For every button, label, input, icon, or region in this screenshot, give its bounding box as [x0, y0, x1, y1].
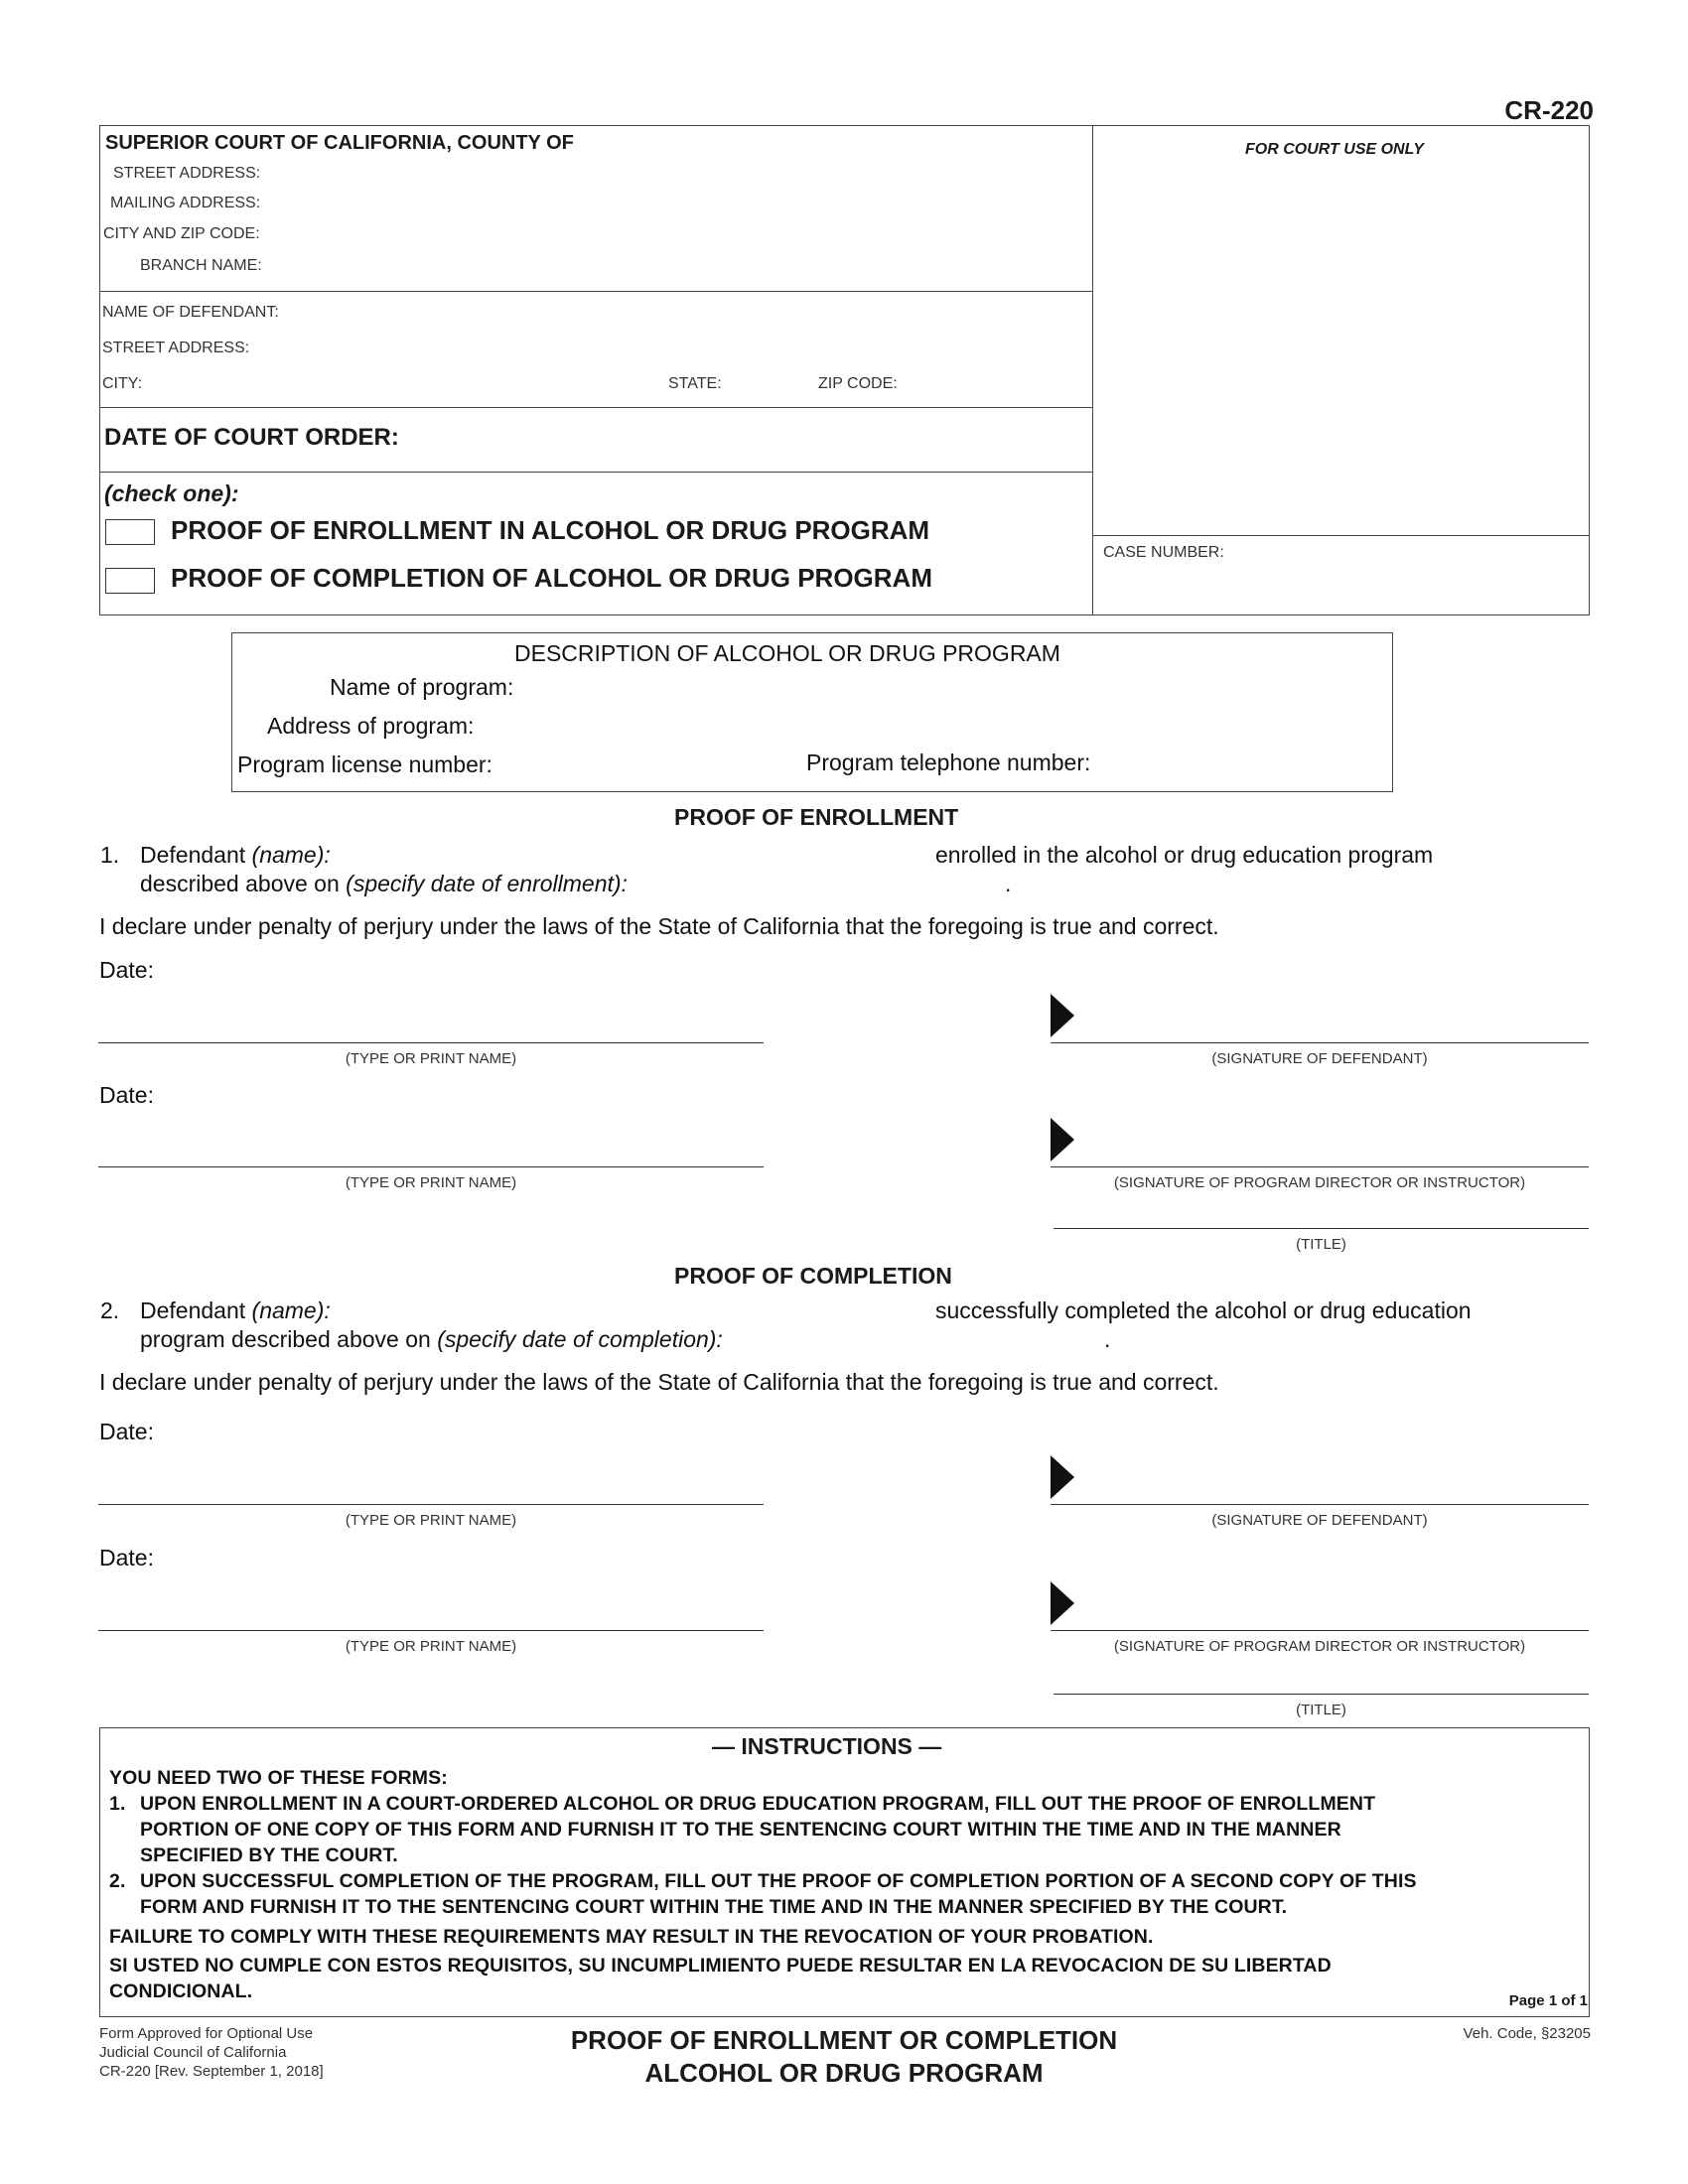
enrollment-title-caption: (TITLE) — [1296, 1236, 1346, 1253]
enrollment-print-name-line-1[interactable] — [98, 1042, 764, 1043]
mailing-address-label: MAILING ADDRESS: — [110, 195, 261, 211]
case-number-divider — [1092, 535, 1590, 536]
completion-date-label-1: Date: — [99, 1419, 154, 1444]
enrollment-date-hint: (specify date of enrollment): — [346, 871, 628, 896]
completion-name-hint: (name): — [251, 1297, 331, 1323]
enrollment-date-label-2: Date: — [99, 1082, 154, 1108]
footer-vehicle-code: Veh. Code, §23205 — [1463, 2025, 1591, 2042]
enrollment-print-name-caption-1: (TYPE OR PRINT NAME) — [345, 1050, 517, 1067]
enrollment-title-line[interactable] — [1054, 1228, 1589, 1229]
branch-name-label: BRANCH NAME: — [140, 257, 262, 274]
court-use-label: FOR COURT USE ONLY — [1245, 141, 1424, 158]
enrollment-director-signature-caption: (SIGNATURE OF PROGRAM DIRECTOR OR INSTRUCTOR) — [1113, 1174, 1526, 1191]
court-title: SUPERIOR COURT OF CALIFORNIA, COUNTY OF — [105, 132, 574, 154]
instructions-need-two: YOU NEED TWO OF THESE FORMS: — [109, 1767, 448, 1789]
completion-defendant-line — [140, 1297, 331, 1324]
case-number-label: CASE NUMBER: — [1103, 544, 1224, 561]
enrollment-defendant-line — [140, 842, 331, 869]
instruction-item-1-number: 1. — [109, 1793, 126, 1815]
completion-date-hint: (specify date of completion): — [437, 1326, 723, 1352]
completion-defendant-signature-line[interactable] — [1051, 1504, 1589, 1505]
enrollment-defendant-signature-caption: (SIGNATURE OF DEFENDANT) — [1211, 1050, 1428, 1067]
enrollment-option-label: PROOF OF ENROLLMENT IN ALCOHOL OR DRUG PROGRAM — [171, 515, 930, 545]
court-section-divider — [99, 291, 1093, 292]
completion-defendant-signature-caption: (SIGNATURE OF DEFENDANT) — [1211, 1512, 1428, 1529]
enrollment-date-label-1: Date: — [99, 957, 154, 983]
completion-heading: PROOF OF COMPLETION — [674, 1263, 952, 1289]
defendant-zip-label: ZIP CODE: — [818, 375, 898, 392]
defendant-state-label: STATE: — [668, 375, 722, 392]
enrollment-declaration: I declare under penalty of perjury under the laws of the State of California that the foregoing is true and correct. — [99, 913, 1219, 939]
program-description-title: DESCRIPTION OF ALCOHOL OR DRUG PROGRAM — [514, 640, 1060, 666]
footer-judicial-council: Judicial Council of California — [99, 2044, 287, 2061]
program-phone-label: Program telephone number: — [806, 750, 1091, 775]
form-number: CR-220 — [1504, 95, 1594, 125]
program-license-label: Program license number: — [237, 751, 492, 777]
enrollment-date-line — [140, 871, 628, 897]
completion-print-name-caption-2: (TYPE OR PRINT NAME) — [345, 1638, 517, 1655]
completion-director-signature-line[interactable] — [1051, 1630, 1589, 1631]
completion-period: . — [1104, 1326, 1111, 1352]
defendant-section-divider — [99, 407, 1093, 408]
caption-divider — [1092, 125, 1093, 615]
enrollment-name-hint: (name): — [251, 842, 331, 868]
court-use-area[interactable] — [1096, 167, 1587, 530]
instruction-item-1-line-2: PORTION OF ONE COPY OF THIS FORM AND FURNISH IT TO THE SENTENCING COURT WITHIN THE TIME AND IN THE MANNER — [140, 1819, 1341, 1841]
completion-date-line — [140, 1326, 723, 1353]
completion-print-name-line-1[interactable] — [98, 1504, 764, 1505]
footer-form-approved: Form Approved for Optional Use — [99, 2025, 314, 2042]
instruction-item-1-line-1: UPON ENROLLMENT IN A COURT-ORDERED ALCOHOL OR DRUG EDUCATION PROGRAM, FILL OUT THE PROOF OF ENROLLMENT — [140, 1793, 1376, 1815]
completion-line2-prefix: program described above on — [140, 1326, 431, 1352]
completion-option-label: PROOF OF COMPLETION OF ALCOHOL OR DRUG PROGRAM — [171, 563, 932, 593]
footer-title-line-1: PROOF OF ENROLLMENT OR COMPLETION — [570, 2025, 1118, 2055]
instructions-spanish-line-2: CONDICIONAL. — [109, 1980, 253, 2002]
enrollment-print-name-line-2[interactable] — [98, 1166, 764, 1167]
enrollment-defendant-label: Defendant — [140, 842, 246, 868]
date-section-divider — [99, 472, 1093, 473]
completion-print-name-line-2[interactable] — [98, 1630, 764, 1631]
defendant-street-label: STREET ADDRESS: — [102, 340, 250, 356]
city-zip-label: CITY AND ZIP CODE: — [103, 225, 260, 242]
check-one-label: (check one): — [104, 480, 239, 506]
instruction-item-2-line-1: UPON SUCCESSFUL COMPLETION OF THE PROGRAM, FILL OUT THE PROOF OF COMPLETION PORTION OF A SECOND COPY OF THIS — [140, 1870, 1417, 1892]
defendant-name-label: NAME OF DEFENDANT: — [102, 304, 279, 321]
enrollment-defendant-signature-line[interactable] — [1051, 1042, 1589, 1043]
enrollment-checkbox[interactable] — [105, 519, 155, 545]
completion-checkbox[interactable] — [105, 568, 155, 594]
footer-form-revision: CR-220 [Rev. September 1, 2018] — [99, 2063, 324, 2080]
program-name-label: Name of program: — [330, 674, 514, 700]
signature-arrow-icon — [1051, 994, 1074, 1037]
enrollment-statement-right: enrolled in the alcohol or drug education program — [935, 842, 1434, 868]
instruction-item-2-number: 2. — [109, 1870, 126, 1892]
footer-title-line-2: ALCOHOL OR DRUG PROGRAM — [644, 2058, 1044, 2088]
date-of-court-order-label: DATE OF COURT ORDER: — [104, 424, 399, 451]
completion-defendant-label: Defendant — [140, 1297, 246, 1323]
instructions-heading: — INSTRUCTIONS — — [712, 1733, 942, 1759]
enrollment-print-name-caption-2: (TYPE OR PRINT NAME) — [345, 1174, 517, 1191]
signature-arrow-icon — [1051, 1118, 1074, 1161]
page-number: Page 1 of 1 — [1508, 1992, 1588, 2009]
completion-date-label-2: Date: — [99, 1545, 154, 1570]
enrollment-heading: PROOF OF ENROLLMENT — [674, 804, 959, 830]
program-address-label: Address of program: — [267, 713, 475, 739]
street-address-label: STREET ADDRESS: — [113, 165, 261, 182]
completion-director-signature-caption: (SIGNATURE OF PROGRAM DIRECTOR OR INSTRUCTOR) — [1113, 1638, 1526, 1655]
enrollment-director-signature-line[interactable] — [1051, 1166, 1589, 1167]
instruction-item-2-line-2: FORM AND FURNISH IT TO THE SENTENCING COURT WITHIN THE TIME AND IN THE MANNER SPECIFIED BY THE COURT. — [140, 1896, 1288, 1918]
completion-title-caption: (TITLE) — [1296, 1702, 1346, 1718]
instructions-spanish-line-1: SI USTED NO CUMPLE CON ESTOS REQUISITOS, SU INCUMPLIMIENTO PUEDE RESULTAR EN LA REVOCACION DE SU LIBERTAD — [109, 1955, 1332, 1977]
completion-declaration: I declare under penalty of perjury under the laws of the State of California that the foregoing is true and correct. — [99, 1369, 1219, 1395]
signature-arrow-icon — [1051, 1581, 1074, 1625]
enrollment-period: . — [1005, 871, 1012, 896]
completion-title-line[interactable] — [1054, 1694, 1589, 1695]
enrollment-line2-prefix: described above on — [140, 871, 340, 896]
defendant-city-label: CITY: — [102, 375, 143, 392]
instructions-failure-warning: FAILURE TO COMPLY WITH THESE REQUIREMENTS MAY RESULT IN THE REVOCATION OF YOUR PROBATION. — [109, 1926, 1154, 1948]
enrollment-item-number: 1. — [100, 842, 120, 868]
completion-statement-right: successfully completed the alcohol or drug education — [935, 1297, 1472, 1323]
completion-item-number: 2. — [100, 1297, 120, 1323]
signature-arrow-icon — [1051, 1455, 1074, 1499]
instruction-item-1-line-3: SPECIFIED BY THE COURT. — [140, 1844, 398, 1866]
completion-print-name-caption-1: (TYPE OR PRINT NAME) — [345, 1512, 517, 1529]
